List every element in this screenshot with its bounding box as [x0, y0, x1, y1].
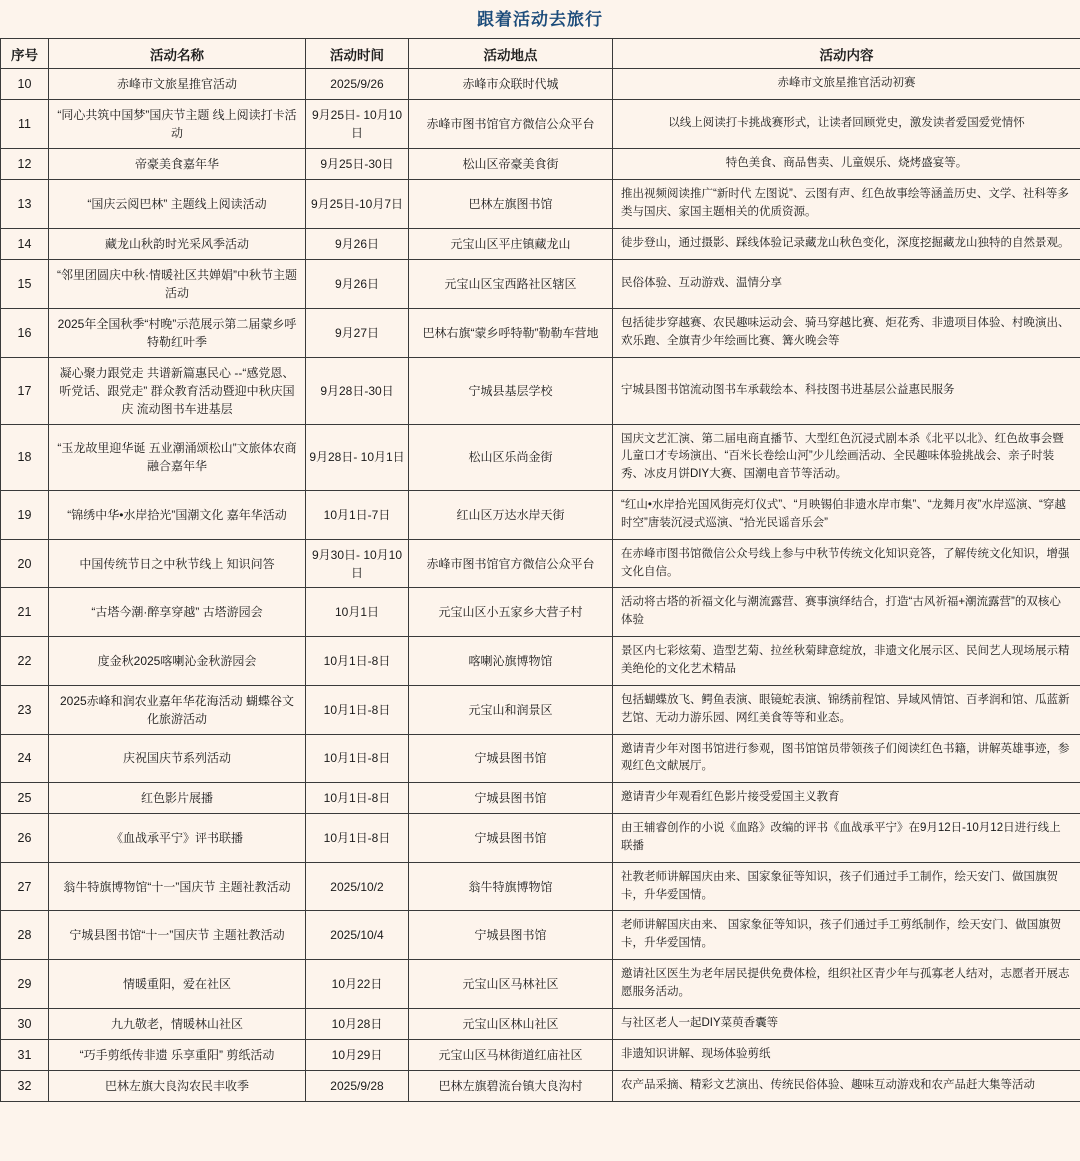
cell-no: 18: [1, 424, 49, 490]
cell-no: 25: [1, 783, 49, 814]
table-row: [1, 685, 1080, 734]
table-row: [1, 424, 1080, 490]
cell-activity-content: 邀请青少年对图书馆进行参观，图书馆馆员带领孩子们阅读红色书籍，讲解英雄事迹，参观红色文献展厅。: [613, 734, 1080, 783]
cell-no: 29: [1, 960, 49, 1009]
cell-activity-content: 推出视频阅读推广“新时代 左图说”、云图有声、红色故事绘等涵盖历史、文学、社科等多类与国庆、家国主题相关的优质资源。: [613, 180, 1080, 229]
cell-activity-place: 元宝山区宝西路社区辖区: [409, 259, 613, 308]
cell-activity-content: 农产品采摘、精彩文艺演出、传统民俗体验、趣味互动游戏和农产品赶大集等活动: [613, 1070, 1080, 1101]
cell-activity-content: 老师讲解国庆由来、 国家象征等知识，孩子们通过手工剪纸制作，绘天安门、做国旗贺卡，升华爱国情。: [613, 911, 1080, 960]
page-title: 跟着活动去旅行: [477, 10, 603, 29]
cell-activity-content: 社教老师讲解国庆由来、国家象征等知识，孩子们通过手工制作，绘天安门、做国旗贺卡，升华爱国情。: [613, 862, 1080, 911]
cell-activity-name: 凝心聚力跟党走 共谱新篇惠民心 --“感党恩、听党话、跟党走” 群众教育活动暨迎中秋庆国庆 流动图书车进基层: [49, 357, 306, 424]
table-row: [1, 588, 1080, 637]
cell-activity-content: 宁城县图书馆流动图书车承载绘本、科技图书进基层公益惠民服务: [613, 357, 1080, 424]
cell-no: 15: [1, 259, 49, 308]
cell-activity-name: “锦绣中华•水岸拾光”国潮文化 嘉年华活动: [49, 491, 306, 540]
cell-activity-content: 国庆文艺汇演、第二届电商直播节、大型红色沉浸式剧本杀《北平以北》、红色故事会暨儿童口才专场演出、“百米长卷绘山河”少儿绘画活动、全民趣味体验挑战会、亲子时装秀、冰皮月饼DIY大赛、国潮电音节等活动。: [613, 424, 1080, 490]
table-body: [1, 69, 1080, 1102]
cell-activity-content: 包括徒步穿越赛、农民趣味运动会、骑马穿越比赛、炬花秀、非遗项目体验、村晚演出、欢乐跑、全旗青少年绘画比赛、篝火晚会等: [613, 308, 1080, 357]
cell-activity-place: 巴林左旗碧流台镇大良沟村: [409, 1070, 613, 1101]
cell-activity-place: 翁牛特旗博物馆: [409, 862, 613, 911]
cell-activity-time: 10月1日-8日: [306, 685, 409, 734]
cell-activity-name: “巧手剪纸传非遗 乐享重阳” 剪纸活动: [49, 1039, 306, 1070]
cell-activity-name: 2025赤峰和润农业嘉年华花海活动 蝴蝶谷文化旅游活动: [49, 685, 306, 734]
table-row: [1, 911, 1080, 960]
table-row: [1, 259, 1080, 308]
cell-activity-time: 10月1日-8日: [306, 814, 409, 863]
cell-no: 24: [1, 734, 49, 783]
cell-no: 30: [1, 1008, 49, 1039]
cell-activity-time: 9月25日-10月7日: [306, 180, 409, 229]
cell-activity-time: 9月26日: [306, 228, 409, 259]
column-header-no: 序号: [1, 39, 49, 69]
cell-no: 16: [1, 308, 49, 357]
cell-no: 14: [1, 228, 49, 259]
cell-activity-name: “国庆云阅巴林” 主题线上阅读活动: [49, 180, 306, 229]
cell-activity-name: 情暖重阳，爱在社区: [49, 960, 306, 1009]
cell-no: 21: [1, 588, 49, 637]
cell-activity-content: 特色美食、商品售卖、儿童娱乐、烧烤盛宴等。: [613, 149, 1080, 180]
table-row: [1, 783, 1080, 814]
cell-no: 26: [1, 814, 49, 863]
cell-activity-time: 10月29日: [306, 1039, 409, 1070]
table-row: [1, 149, 1080, 180]
cell-activity-time: 10月1日-8日: [306, 783, 409, 814]
cell-activity-place: 元宝山区平庄镇藏龙山: [409, 228, 613, 259]
cell-activity-name: 藏龙山秋韵时光采风季活动: [49, 228, 306, 259]
cell-activity-place: 元宝山区马林社区: [409, 960, 613, 1009]
cell-no: 10: [1, 69, 49, 100]
table-row: [1, 228, 1080, 259]
cell-activity-place: 赤峰市众联时代城: [409, 69, 613, 100]
cell-activity-content: 景区内七彩炫菊、造型艺菊、拉丝秋菊肆意绽放，非遗文化展示区、民间艺人现场展示精美绝伦的文化艺术精品: [613, 636, 1080, 685]
cell-activity-name: “古塔今潮·醉享穿越” 古塔游园会: [49, 588, 306, 637]
cell-activity-place: 宁城县图书馆: [409, 911, 613, 960]
cell-no: 31: [1, 1039, 49, 1070]
cell-activity-time: 2025/10/2: [306, 862, 409, 911]
table-row: [1, 814, 1080, 863]
table-row: [1, 960, 1080, 1009]
cell-activity-place: 红山区万达水岸天街: [409, 491, 613, 540]
cell-activity-place: 赤峰市图书馆官方微信公众平台: [409, 539, 613, 588]
cell-no: 32: [1, 1070, 49, 1101]
cell-activity-time: 9月25日- 10月10日: [306, 100, 409, 149]
cell-no: 19: [1, 491, 49, 540]
cell-activity-content: 包括蝴蝶放飞、鳄鱼表演、眼镜蛇表演、锦绣前程馆、异域风情馆、百孝润和馆、瓜蓝新艺馆、无动力游乐园、网红美食等等和业态。: [613, 685, 1080, 734]
table-header-row: [1, 39, 1080, 69]
table-row: [1, 734, 1080, 783]
cell-activity-content: 在赤峰市图书馆微信公众号线上参与中秋节传统文化知识竞答，了解传统文化知识，增强文化自信。: [613, 539, 1080, 588]
table-row: [1, 1070, 1080, 1101]
cell-activity-name: 赤峰市文旅星推官活动: [49, 69, 306, 100]
cell-activity-time: 2025/9/26: [306, 69, 409, 100]
cell-activity-time: 10月22日: [306, 960, 409, 1009]
table-row: [1, 357, 1080, 424]
cell-activity-content: 以线上阅读打卡挑战赛形式，让读者回顾党史，激发读者爱国爱党情怀: [613, 100, 1080, 149]
column-header-content: 活动内容: [613, 39, 1080, 69]
activities-table: [0, 38, 1080, 1102]
cell-activity-place: 松山区帝豪美食街: [409, 149, 613, 180]
cell-no: 12: [1, 149, 49, 180]
cell-activity-place: 宁城县图书馆: [409, 734, 613, 783]
cell-no: 17: [1, 357, 49, 424]
cell-activity-content: 非遗知识讲解、现场体验剪纸: [613, 1039, 1080, 1070]
cell-no: 27: [1, 862, 49, 911]
table-row: [1, 491, 1080, 540]
cell-activity-name: “同心共筑中国梦”国庆节主题 线上阅读打卡活动: [49, 100, 306, 149]
cell-activity-name: 红色影片展播: [49, 783, 306, 814]
cell-activity-content: 邀请青少年观看红色影片接受爱国主义教育: [613, 783, 1080, 814]
cell-activity-time: 2025/10/4: [306, 911, 409, 960]
cell-activity-time: 10月1日-7日: [306, 491, 409, 540]
table-row: [1, 180, 1080, 229]
cell-activity-time: 9月28日-30日: [306, 357, 409, 424]
cell-activity-place: 元宝山区林山社区: [409, 1008, 613, 1039]
cell-no: 23: [1, 685, 49, 734]
cell-activity-time: 10月1日-8日: [306, 734, 409, 783]
cell-no: 11: [1, 100, 49, 149]
cell-activity-place: 元宝山和润景区: [409, 685, 613, 734]
cell-no: 28: [1, 911, 49, 960]
cell-activity-content: 活动将古塔的祈福文化与潮流露营、赛事演绎结合，打造“古风祈福+潮流露营”的双核心体验: [613, 588, 1080, 637]
cell-activity-name: 宁城县图书馆“十一”国庆节 主题社教活动: [49, 911, 306, 960]
cell-activity-time: 9月30日- 10月10日: [306, 539, 409, 588]
cell-activity-place: 宁城县图书馆: [409, 783, 613, 814]
cell-activity-time: 9月28日- 10月1日: [306, 424, 409, 490]
cell-no: 20: [1, 539, 49, 588]
cell-activity-time: 10月28日: [306, 1008, 409, 1039]
cell-activity-content: 由王辅睿创作的小说《血路》改编的评书《血战承平宁》在9月12日-10月12日进行线上联播: [613, 814, 1080, 863]
cell-activity-name: 度金秋2025喀喇沁金秋游园会: [49, 636, 306, 685]
table-row: [1, 636, 1080, 685]
table-row: [1, 100, 1080, 149]
cell-activity-place: 赤峰市图书馆官方微信公众平台: [409, 100, 613, 149]
cell-activity-time: 10月1日: [306, 588, 409, 637]
cell-no: 13: [1, 180, 49, 229]
cell-activity-place: 元宝山区小五家乡大营子村: [409, 588, 613, 637]
table-row: [1, 308, 1080, 357]
cell-activity-place: 元宝山区马林街道红庙社区: [409, 1039, 613, 1070]
column-header-time: 活动时间: [306, 39, 409, 69]
cell-activity-name: 中国传统节日之中秋节线上 知识问答: [49, 539, 306, 588]
cell-activity-name: 2025年全国秋季“村晚”示范展示第二届蒙乡呼特勒红叶季: [49, 308, 306, 357]
cell-activity-content: 徒步登山，通过摄影、踩线体验记录藏龙山秋色变化，深度挖掘藏龙山独特的自然景观。: [613, 228, 1080, 259]
cell-activity-place: 巴林右旗“蒙乡呼特勒”勒勒车营地: [409, 308, 613, 357]
cell-activity-name: “玉龙故里迎华诞 五业潮涌颂松山”文旅体农商融合嘉年华: [49, 424, 306, 490]
cell-activity-place: 巴林左旗图书馆: [409, 180, 613, 229]
column-header-place: 活动地点: [409, 39, 613, 69]
cell-activity-time: 9月25日-30日: [306, 149, 409, 180]
table-row: [1, 1039, 1080, 1070]
cell-activity-name: 巴林左旗大良沟农民丰收季: [49, 1070, 306, 1101]
cell-activity-time: 9月26日: [306, 259, 409, 308]
cell-activity-name: 九九敬老，情暖林山社区: [49, 1008, 306, 1039]
table-row: [1, 539, 1080, 588]
cell-activity-content: 赤峰市文旅星推官活动初赛: [613, 69, 1080, 100]
cell-activity-content: 邀请社区医生为老年居民提供免费体检，组织社区青少年与孤寡老人结对，志愿者开展志愿服务活动。: [613, 960, 1080, 1009]
cell-activity-name: “邻里团圆庆中秋·情暖社区共婵娟”中秋节主题活动: [49, 259, 306, 308]
cell-activity-name: 帝豪美食嘉年华: [49, 149, 306, 180]
cell-activity-time: 2025/9/28: [306, 1070, 409, 1101]
cell-activity-name: 《血战承平宁》评书联播: [49, 814, 306, 863]
cell-activity-content: 与社区老人一起DIY菜萸香囊等: [613, 1008, 1080, 1039]
table-row: [1, 69, 1080, 100]
cell-activity-place: 喀喇沁旗博物馆: [409, 636, 613, 685]
cell-no: 22: [1, 636, 49, 685]
cell-activity-place: 宁城县图书馆: [409, 814, 613, 863]
table-row: [1, 1008, 1080, 1039]
cell-activity-time: 9月27日: [306, 308, 409, 357]
table-row: [1, 862, 1080, 911]
cell-activity-place: 松山区乐尚金街: [409, 424, 613, 490]
column-header-name: 活动名称: [49, 39, 306, 69]
cell-activity-name: 翁牛特旗博物馆“十一”国庆节 主题社教活动: [49, 862, 306, 911]
cell-activity-content: “红山•水岸拾光国风街亮灯仪式”、“月映锡伯非遗水岸市集”、“龙舞月夜”水岸巡演、“穿越时空”唐装沉浸式巡演、“拾光民谣音乐会”: [613, 491, 1080, 540]
cell-activity-name: 庆祝国庆节系列活动: [49, 734, 306, 783]
cell-activity-time: 10月1日-8日: [306, 636, 409, 685]
cell-activity-place: 宁城县基层学校: [409, 357, 613, 424]
cell-activity-content: 民俗体验、互动游戏、温情分享: [613, 259, 1080, 308]
